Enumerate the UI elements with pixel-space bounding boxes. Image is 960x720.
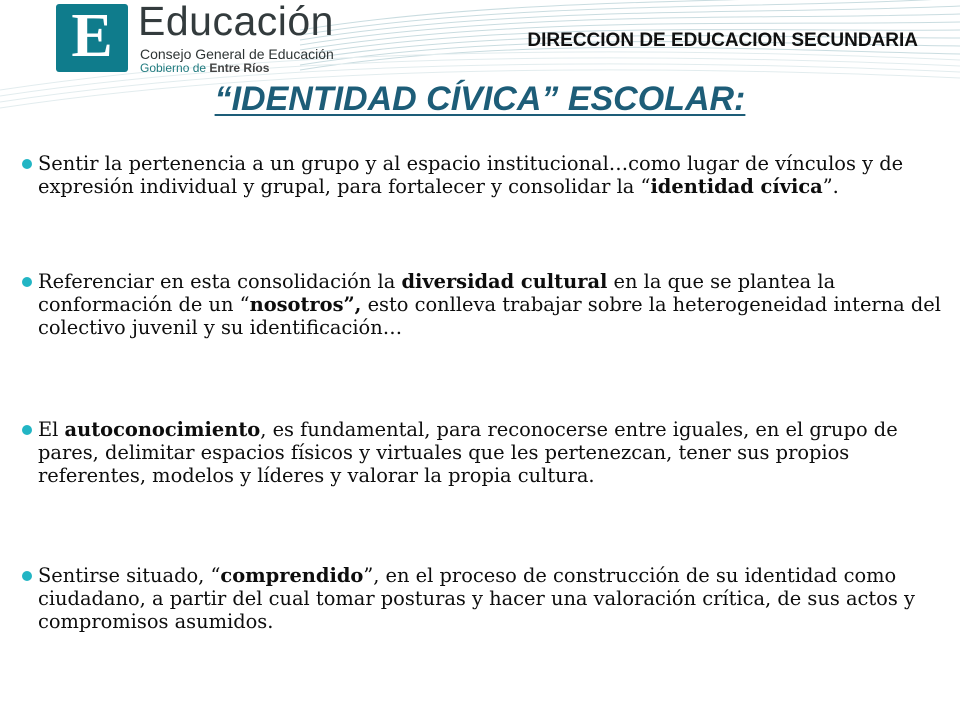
bullet-dot-icon [22, 571, 32, 581]
bullet-item [38, 418, 943, 487]
bullet-text [38, 418, 898, 487]
bullet-item [38, 152, 943, 198]
department-heading: DIRECCION DE EDUCACION SECUNDARIA [527, 30, 918, 51]
bullet-run: , es fundamental, para reconocerse entre iguales, en el grupo de pares, delimitar espacios físicos y virtuales que les pertenezcan, tener sus propios referentes, modelos y líderes y valorar la propia cultura. [38, 418, 898, 487]
bullet-item [38, 270, 943, 339]
logo-wordmark: Educación [138, 0, 334, 44]
bullet-run: Sentirse situado, “ [38, 564, 221, 587]
slide-title-text: “IDENTIDAD CÍVICA” ESCOLAR: [214, 80, 746, 118]
slide-title [0, 80, 960, 119]
bullet-item [38, 564, 943, 633]
bullet-run: ”. [822, 175, 839, 198]
education-logo [56, 0, 396, 75]
logo-government-prefix: Gobierno de [140, 61, 210, 75]
bullet-run: Sentir la pertenencia a un grupo y al espacio institucional…como lugar de vínculos y de expresión individual y grupal, para fortalecer y consolidar la “ [38, 152, 904, 198]
bullet-text [38, 564, 915, 633]
logo-subtitle: Consejo General de Educación [140, 46, 334, 62]
bullet-text [38, 152, 903, 198]
bullet-emphasis: comprendido [220, 564, 364, 587]
bullet-run: Referenciar en esta consolidación la [38, 270, 402, 293]
bullet-emphasis: identidad cívica [650, 175, 823, 198]
bullet-emphasis: autoconocimiento [64, 418, 261, 441]
bullet-run: ”, en el proceso de construcción de su identidad como ciudadano, a partir del cual tomar posturas y hacer una valoración crítica, de sus actos y compromisos asumidos. [38, 564, 915, 633]
bullet-emphasis: diversidad cultural [401, 270, 608, 293]
bullet-run: esto conlleva trabajar sobre la heterogeneidad interna del colectivo juvenil y su identificación… [38, 293, 941, 339]
logo-mark-letter: E [71, 2, 113, 70]
bullet-dot-icon [22, 277, 32, 287]
bullet-dot-icon [22, 159, 32, 169]
bullet-run: en la que se plantea la conformación de un “ [38, 270, 836, 316]
logo-mark [56, 4, 128, 72]
logo-government-province: Entre Ríos [209, 61, 270, 75]
bullet-emphasis: nosotros”, [249, 293, 362, 316]
bullet-dot-icon [22, 425, 32, 435]
logo-government-line [140, 61, 269, 75]
bullet-run: El [38, 418, 65, 441]
bullet-text [38, 270, 941, 339]
